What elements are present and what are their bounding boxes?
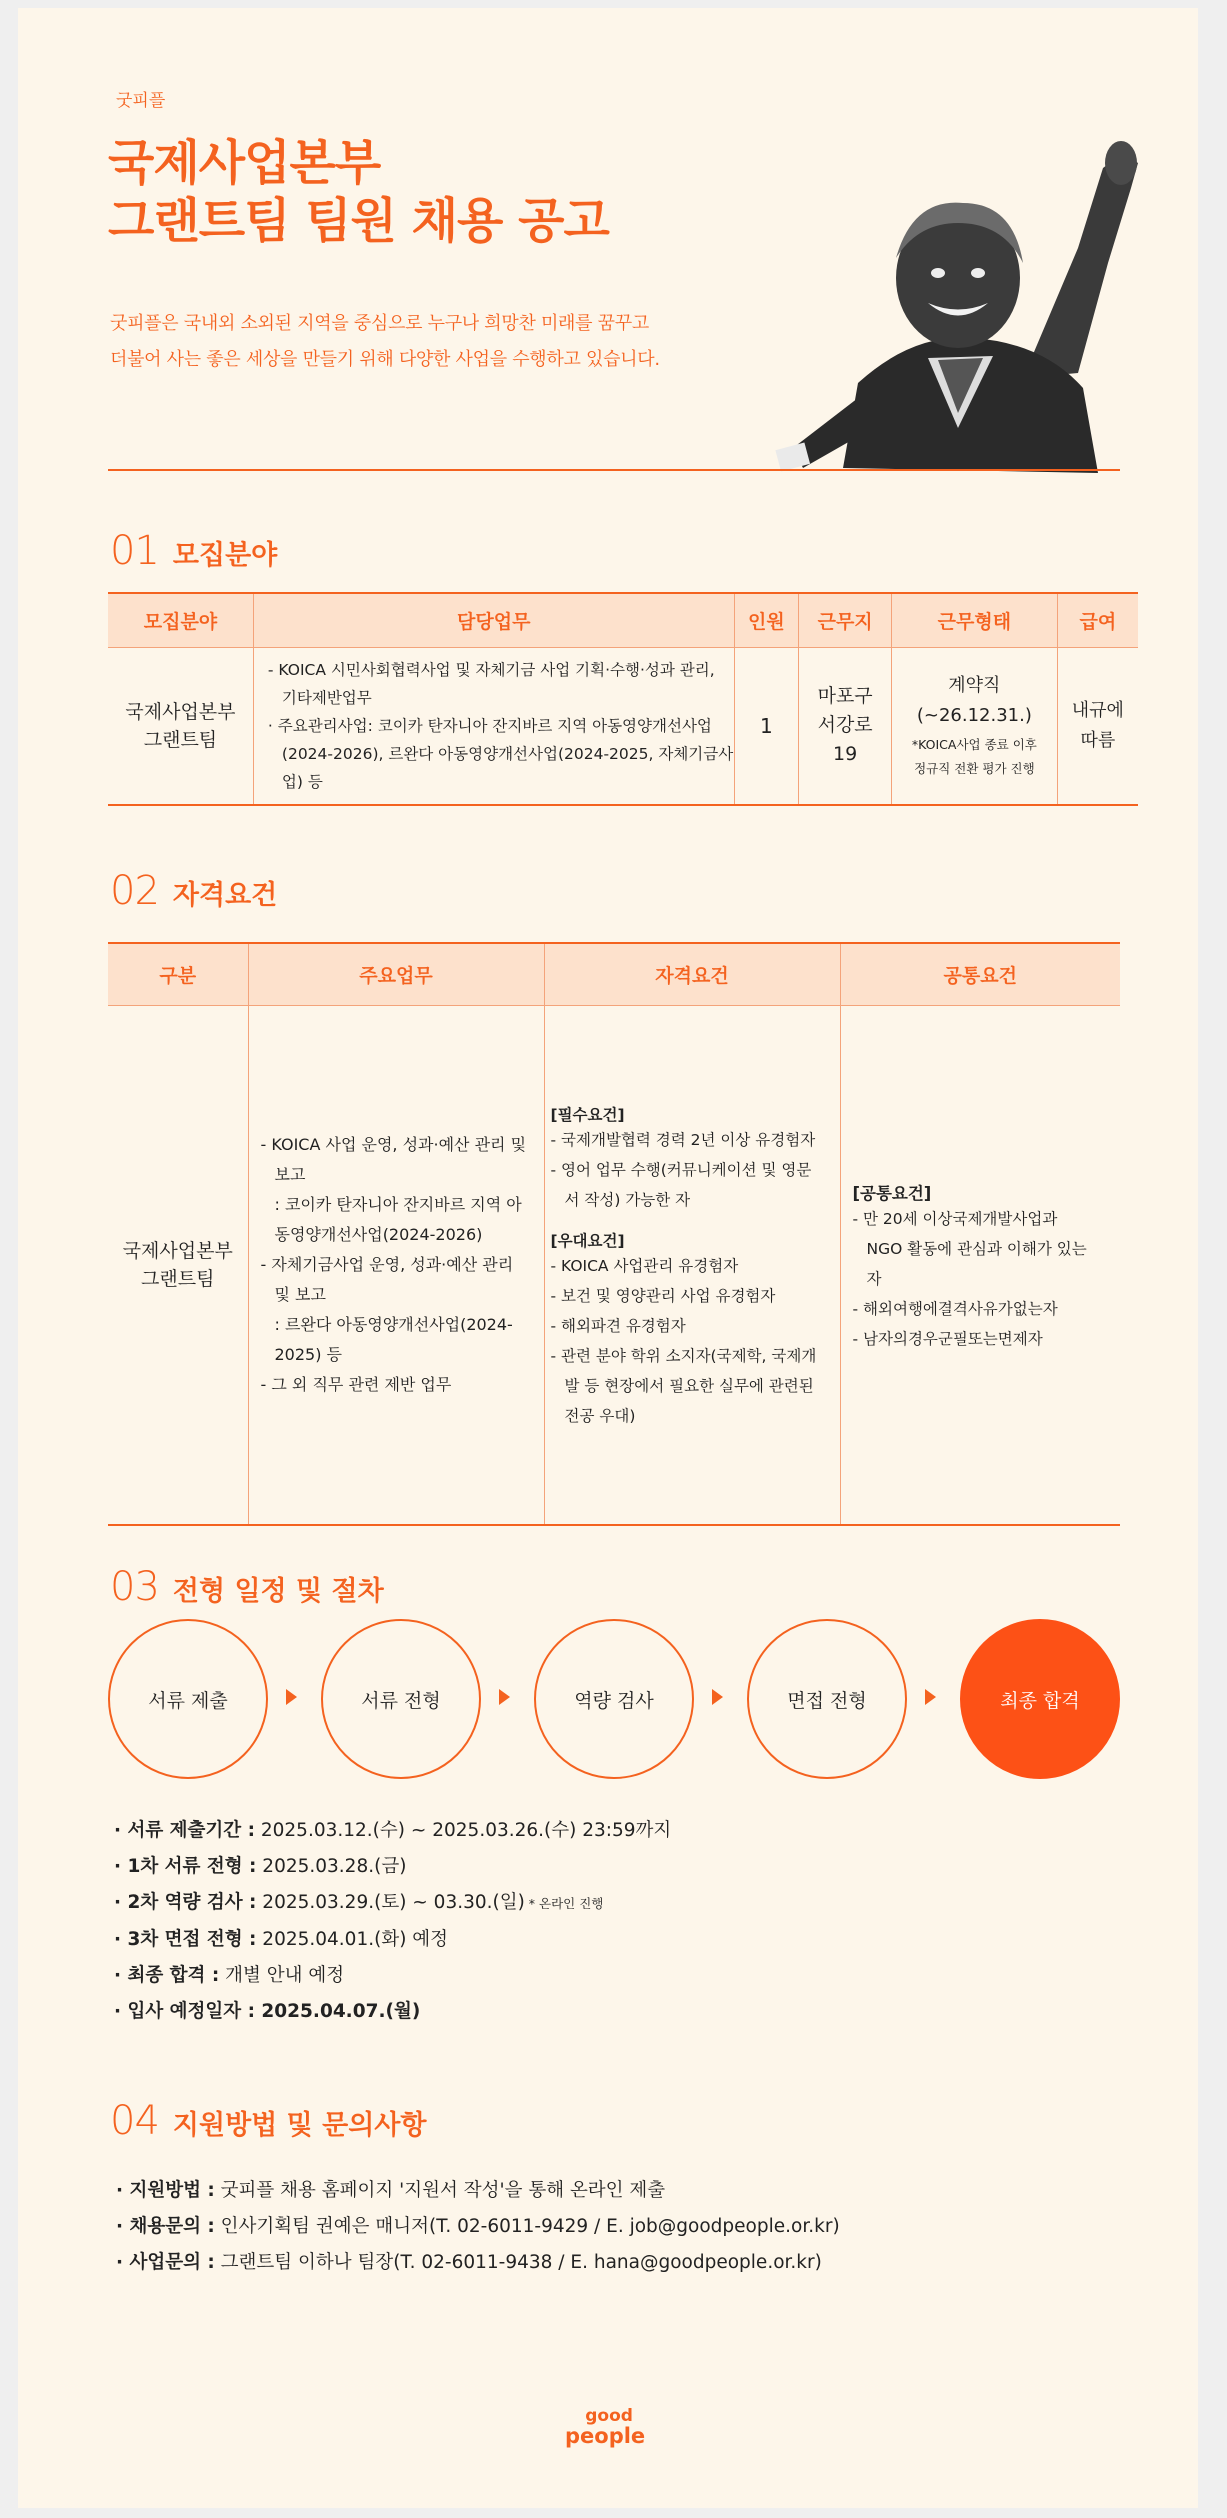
- recruit-field-table: [108, 592, 1138, 806]
- section-4-number: 04: [110, 2098, 159, 2144]
- schedule-item: [114, 1994, 671, 2030]
- type-line-1: 계약직: [948, 674, 1001, 696]
- title-line-1: 국제사업본부: [108, 135, 381, 191]
- section-1-number: 01: [110, 528, 159, 574]
- apply-value: 굿피플 채용 홈페이지 '지원서 작성'을 통해 온라인 제출: [214, 2180, 666, 2201]
- th-duties: 담당업무: [253, 593, 734, 647]
- table-row: [108, 1005, 1120, 1525]
- intro-line-2: 더불어 사는 좋은 세상을 만들기 위해 다양한 사업을 수행하고 있습니다.: [110, 349, 660, 370]
- logo-line-1: good: [585, 2406, 633, 2426]
- section-4-heading: [110, 2098, 426, 2144]
- step-document-screening: 서류 전형: [321, 1619, 481, 1779]
- schedule-value: 2025.04.01.(화) 예정: [256, 1929, 449, 1950]
- preferred-heading: [우대요건]: [550, 1231, 625, 1250]
- th-location: 근무지: [799, 593, 892, 647]
- step-document-submission: 서류 제출: [108, 1619, 268, 1779]
- type-note-line-2: 정규직 전환 평가 진행: [914, 760, 1035, 776]
- location-line-1: 마포구: [817, 685, 873, 708]
- arrow-right-icon: [499, 1689, 510, 1705]
- list-item: - KOICA 사업관리 유경험자: [550, 1256, 739, 1275]
- list-item: - 관련 분야 학위 소지자(국제학, 국제개발 등 현장에서 필요한 실무에 관련된 전공 우대): [550, 1346, 817, 1425]
- schedule-value: 개별 안내 예정: [219, 1965, 345, 1986]
- schedule-value: 2025.03.12.(수) ~ 2025.03.26.(수) 23:59까지: [254, 1820, 672, 1841]
- section-1-heading: [110, 528, 277, 574]
- title-line-2: 그랜트팀 팀원 채용 공고: [108, 193, 609, 249]
- recruitment-poster: [18, 8, 1198, 2508]
- section-2-title: 자격요건: [172, 880, 278, 911]
- schedule-label: · 3차 면접 전형 :: [114, 1929, 257, 1950]
- logo-line-2: people: [565, 2424, 646, 2448]
- list-item: - 남자의경우군필또는면제자: [852, 1329, 1043, 1348]
- step-final-pass: 최종 합격: [960, 1619, 1120, 1779]
- th-field: 모집분야: [108, 593, 253, 647]
- section-3-heading: [110, 1564, 384, 1610]
- schedule-item: [114, 1813, 671, 1849]
- th-salary: 급여: [1057, 593, 1138, 647]
- schedule-item: [114, 1849, 671, 1885]
- apply-info-list: [116, 2173, 840, 2281]
- category-line-2: 그랜트팀: [141, 1267, 215, 1290]
- list-item: · 주요관리사업: 코이카 탄자니아 잔지바르 지역 아동영양개선사업(2024-2026), 르완다 아동영양개선사업(2024-2025, 자체기금사업) 등: [267, 716, 734, 791]
- arrow-right-icon: [925, 1689, 936, 1705]
- schedule-item: [114, 1958, 671, 1994]
- section-3-title: 전형 일정 및 절차: [172, 1576, 384, 1607]
- list-item: : 코이카 탄자니아 잔지바르 지역 아동영양개선사업(2024-2026): [274, 1194, 522, 1244]
- table-header-row: [108, 593, 1138, 647]
- list-item: : 르완다 아동영양개선사업(2024-2025) 등: [274, 1314, 513, 1364]
- cell-duties: [253, 647, 734, 805]
- list-item: - 해외파견 유경험자: [550, 1316, 686, 1335]
- schedule-label: · 입사 예정일자 :: [114, 2001, 255, 2022]
- arrow-right-icon: [286, 1689, 297, 1705]
- section-1-title: 모집분야: [172, 540, 278, 571]
- th-type: 근무형태: [892, 593, 1058, 647]
- th-main-duties: 주요업무: [248, 943, 544, 1005]
- location-line-2: 서강로: [817, 714, 873, 737]
- schedule-label: · 최종 합격 :: [114, 1965, 220, 1986]
- cell-type: [892, 647, 1058, 805]
- required-list: [551, 1125, 830, 1215]
- apply-label: · 사업문의 :: [116, 2252, 215, 2273]
- apply-value: 인사기획팀 권예은 매니저(T. 02-6011-9429 / E. job@goodpeople.or.kr): [214, 2216, 840, 2237]
- cell-salary: [1057, 647, 1138, 805]
- list-item: - 영어 업무 수행(커뮤니케이션 및 영문서 작성) 가능한 자: [550, 1160, 812, 1209]
- type-line-2: (~26.12.31.): [916, 704, 1032, 726]
- list-item: - KOICA 시민사회협력사업 및 자체기금 사업 기획·수행·성과 관리, 기타제반업무: [267, 660, 715, 707]
- schedule-item: [114, 1922, 671, 1958]
- apply-item: [116, 2173, 840, 2209]
- type-note-line-1: *KOICA사업 종료 이후: [911, 736, 1037, 752]
- common-list: [853, 1204, 1107, 1354]
- apply-value: 그랜트팀 이하나 팀장(T. 02-6011-9438 / E. hana@goodpeople.or.kr): [214, 2252, 822, 2273]
- schedule-label: · 서류 제출기간 :: [114, 1820, 255, 1841]
- schedule-item: [114, 1885, 671, 1922]
- th-count: 인원: [734, 593, 799, 647]
- preferred-list: [551, 1251, 830, 1431]
- step-interview: 면접 전형: [747, 1619, 907, 1779]
- list-item: - KOICA 사업 운영, 성과·예산 관리 및 보고: [260, 1134, 527, 1184]
- cell-qualifications: [544, 1005, 840, 1525]
- cell-common: [840, 1005, 1120, 1525]
- schedule-value: 2025.03.28.(금): [256, 1856, 407, 1877]
- schedule-value: 2025.04.07.(월): [254, 2001, 421, 2022]
- list-item: - 해외여행에결격사유가없는자: [852, 1299, 1058, 1318]
- list-item: - 국제개발협력 경력 2년 이상 유경험자: [550, 1130, 816, 1149]
- apply-item: [116, 2245, 840, 2281]
- field-line-2: 그랜트팀: [143, 728, 218, 751]
- qualification-table: [108, 942, 1120, 1526]
- section-2-heading: [110, 868, 277, 914]
- schedule-label: · 2차 역량 검사 :: [114, 1892, 257, 1913]
- salary-line-1: 내규에: [1071, 699, 1124, 721]
- cell-field: [108, 647, 253, 805]
- common-heading: [공통요건]: [852, 1183, 932, 1203]
- schedule-list: [114, 1813, 671, 2030]
- intro-line-1: 굿피플은 국내외 소외된 지역을 중심으로 누구나 희망찬 미래를 꿈꾸고: [110, 313, 649, 334]
- intro-text: [110, 306, 660, 378]
- process-steps: [108, 1619, 1120, 1779]
- th-qualifications: 자격요건: [544, 943, 840, 1005]
- list-item: - 보건 및 영양관리 사업 유경험자: [550, 1286, 776, 1305]
- schedule-value: 2025.03.29.(토) ~ 03.30.(일): [256, 1892, 525, 1913]
- step-competency-test: 역량 검사: [534, 1619, 694, 1779]
- category-line-1: 국제사업본부: [122, 1239, 233, 1262]
- goodpeople-logo: [559, 2408, 645, 2447]
- table-row: [108, 647, 1138, 805]
- th-common: 공통요건: [840, 943, 1120, 1005]
- hero-divider: [108, 469, 1120, 471]
- cell-category: [108, 1005, 248, 1525]
- apply-label: · 채용문의 :: [116, 2216, 215, 2237]
- schedule-note: * 온라인 진행: [524, 1896, 604, 1911]
- table-header-row: [108, 943, 1120, 1005]
- list-item: - 자체기금사업 운영, 성과·예산 관리 및 보고: [260, 1254, 514, 1304]
- list-item: - 그 외 직무 관련 제반 업무: [260, 1374, 452, 1394]
- apply-item: [116, 2209, 840, 2245]
- arrow-right-icon: [712, 1689, 723, 1705]
- cell-main-duties: [248, 1005, 544, 1525]
- field-line-1: 국제사업본부: [125, 700, 236, 723]
- duties-list: [254, 656, 734, 796]
- section-2-number: 02: [110, 868, 159, 914]
- schedule-label: · 1차 서류 전형 :: [114, 1856, 257, 1877]
- apply-label: · 지원방법 :: [116, 2180, 215, 2201]
- salary-line-2: 따름: [1080, 729, 1116, 751]
- list-item: - 만 20세 이상국제개발사업과 NGO 활동에 관심과 이해가 있는 자: [852, 1209, 1087, 1288]
- cell-count: 1: [734, 647, 799, 805]
- section-4-title: 지원방법 및 문의사항: [172, 2110, 427, 2141]
- th-category: 구분: [108, 943, 248, 1005]
- page-title: [108, 134, 609, 250]
- section-3-number: 03: [110, 1564, 159, 1610]
- location-line-3: 19: [833, 743, 858, 766]
- hero-child-photo: [683, 128, 1138, 478]
- required-heading: [필수요건]: [550, 1105, 625, 1124]
- main-duties-list: [249, 1130, 544, 1400]
- brand-label: 굿피플: [116, 91, 166, 111]
- cell-location: [799, 647, 892, 805]
